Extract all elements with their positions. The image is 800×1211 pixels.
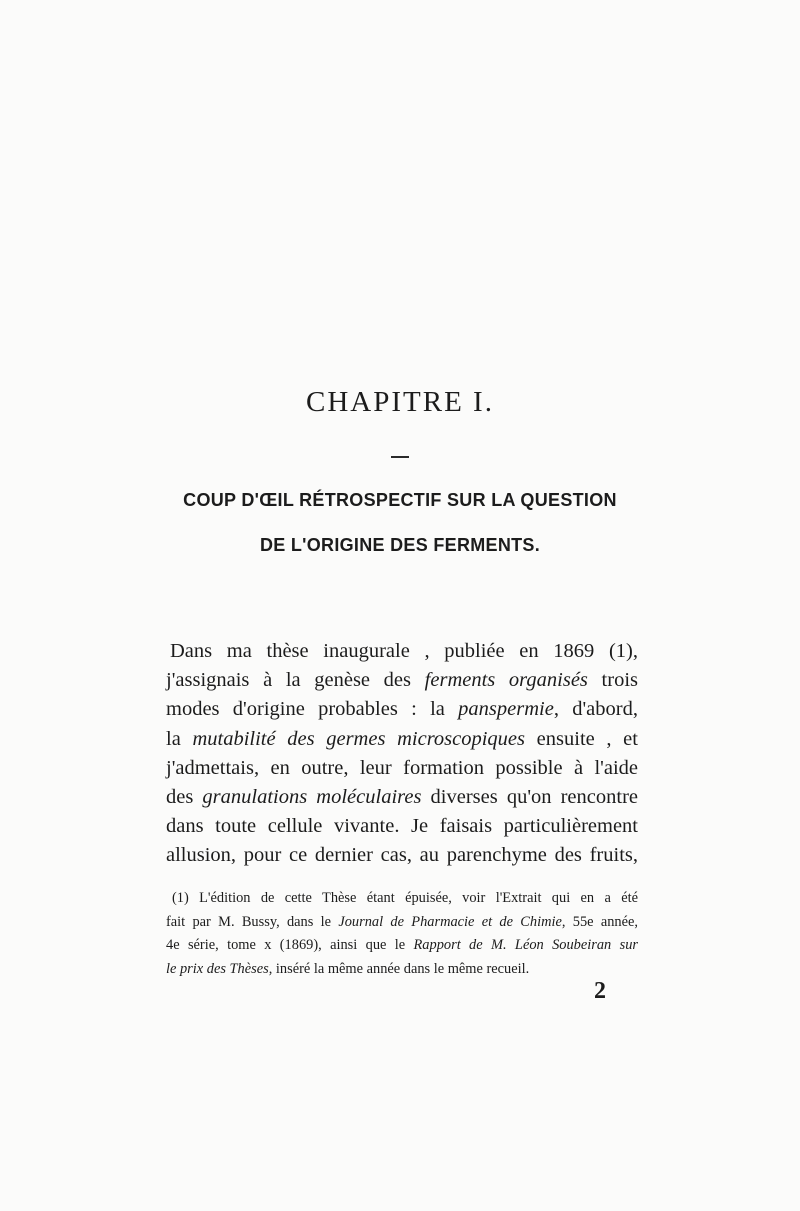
paragraph-line: la mutabilité des germes microscopiques ensuite , et [166, 727, 638, 750]
footnote-line: (1) L'édition de cette Thèse étant épuisée, voir l'Extrait qui en a été [172, 890, 638, 906]
paragraph-line: Dans ma thèse inaugurale , publiée en 1869 (1), [170, 640, 638, 662]
italic-citation: Rapport de M. Léon Soubeiran sur [413, 937, 638, 954]
paragraph-line: des granulations moléculaires diverses qu'on rencontre [166, 786, 638, 809]
section-heading [170, 478, 630, 568]
page-number: 2 [594, 978, 606, 1004]
italic-citation: Journal de Pharmacie et de Chimie [338, 913, 562, 930]
paragraph-line: j'assignais à la genèse des ferments organisés trois [166, 669, 638, 692]
paragraph-line: dans toute cellule vivante. Je faisais particulièrement [166, 815, 638, 838]
footnote-line: fait par M. Bussy, dans le Journal de Pharmacie et de Chimie, 55e année, [166, 913, 638, 930]
footnote [166, 887, 638, 982]
italic-term: granulations moléculaires [202, 786, 422, 809]
footnote-line: le prix des Thèses, inséré la même année dans le même recueil. [166, 961, 530, 978]
italic-term: panspermie [458, 698, 554, 721]
italic-term: mutabilité des germes microscopiques [192, 727, 526, 750]
body-paragraph [166, 637, 638, 871]
chapter-title: CHAPITRE I. [306, 386, 494, 418]
paragraph-line: j'admettais, en outre, leur formation possible à l'aide [166, 756, 638, 779]
paragraph-line: modes d'origine probables : la panspermie, d'abord, [166, 698, 638, 721]
italic-citation: le prix des Thèses [166, 961, 269, 978]
title-rule [391, 456, 409, 458]
italic-term: ferments organisés [424, 669, 588, 692]
paragraph-line: allusion, pour ce dernier cas, au parenchyme des fruits, [166, 844, 638, 867]
section-heading-line: DE L'ORIGINE DES FERMENTS. [259, 535, 541, 555]
footnote-line: 4e série, tome x (1869), ainsi que le Rapport de M. Léon Soubeiran sur [166, 937, 638, 954]
section-heading-line: COUP D'ŒIL RÉTROSPECTIF SUR LA QUESTION [183, 490, 617, 510]
